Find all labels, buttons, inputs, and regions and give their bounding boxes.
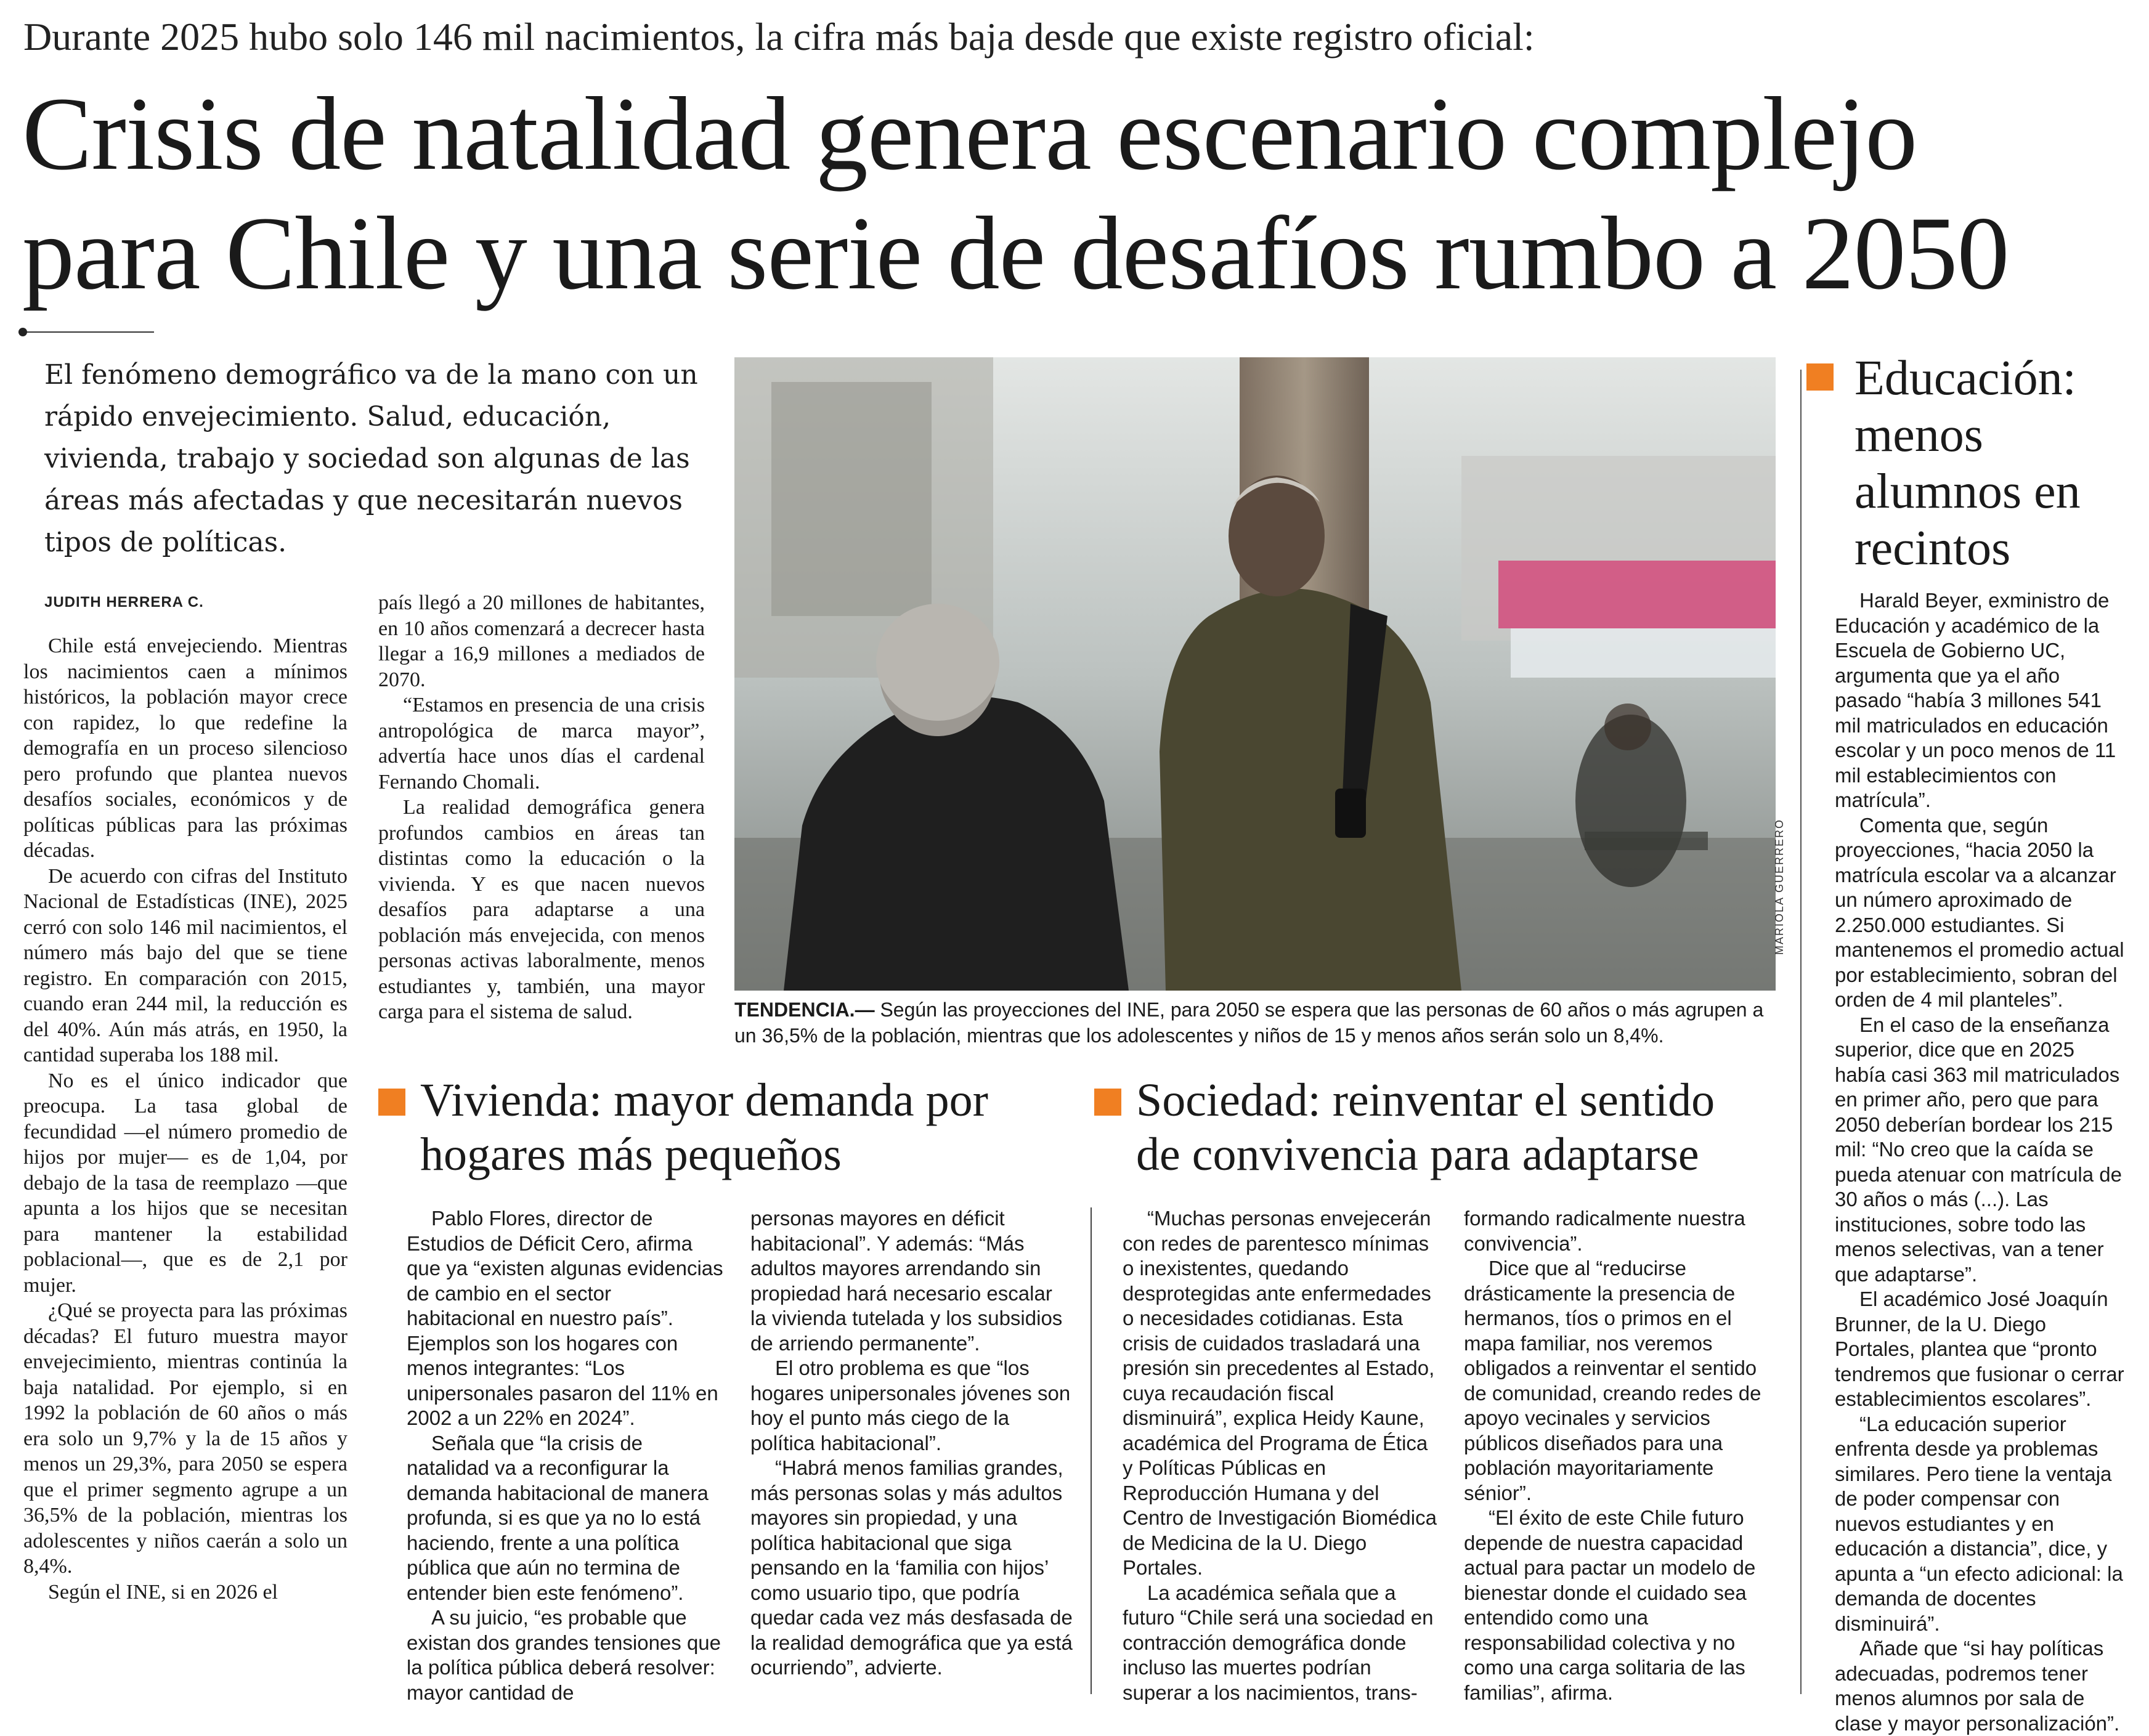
educacion-paragraph: Harald Beyer, exministro de Educación y académico de la Escuela de Gobierno UC, argumenta que ya el año pasado “había 3 millones 541 mil matriculados en educación escolar y un poco menos de 11 mil establecimientos con matrícula”. [1835,589,2116,811]
photo-elderly-couple [734,357,1776,991]
educacion-column [1835,588,2124,1736]
vivienda-title-line-1: Vivienda: mayor demanda por [420,1074,988,1126]
byline: JUDITH HERRERA C. [44,594,204,610]
orange-square-icon [1806,363,1834,391]
photo-illustration [734,357,1776,991]
educacion-title-line: alumnos en [1854,464,2081,519]
vivienda-heading [378,1073,1087,1182]
caption-label: TENDENCIA.— [734,999,875,1021]
educacion-paragraph: Añade que “si hay políticas adecuadas, podremos tener menos alumnos por sala de clase y mayor personalización”. [1835,1637,2120,1735]
article-column-1 [23,633,347,1605]
article-paragraph: ¿Qué se proyecta para las próximas décadas? El futuro muestra mayor envejecimiento, mientras continúa la baja natalidad. Por ejemplo, si en 1992 la población de 60 años o más era solo un 9,7% y la de 15 años y menos un 29,3%, para 2050 se espera que el primer segmento agrupe a un 36,5% de la población, mientras los adolescentes y niños caerán a solo un 8,4%. [23,1299,347,1578]
section-rule [18,331,154,333]
sociedad-paragraph: formando radicalmente nuestra convivencia”. [1464,1207,1745,1255]
kicker: Durante 2025 hubo solo 146 mil nacimientos, la cifra más baja desde que existe registro oficial: [23,15,1535,59]
vivienda-title-line-2: hogares más pequeños [420,1129,842,1180]
photo-caption [734,997,1788,1048]
headline-line-2: para Chile y una serie de desafíos rumbo a 2050 [22,195,2009,311]
article-paragraph: De acuerdo con cifras del Instituto Nacional de Estadísticas (INE), 2025 cerró con solo 146 mil nacimientos, el número más bajo del que se tiene registro. En comparación con 2015, cuando eran 244 mil, la reducción es del 40%. Aún más atrás, en 1950, la cantidad superaba los 188 mil. [23,864,347,1066]
headline-line-1: Crisis de natalidad genera escenario complejo [22,76,1917,192]
sociedad-title-line-1: Sociedad: reinventar el sentido [1136,1074,1715,1126]
article-paragraph: país llegó a 20 millones de habitantes, en 10 años comenzará a decrecer hasta llegar a 16,9 millones a mediados de 2070. [378,591,705,691]
educacion-paragraph: “La educación superior enfrenta desde ya problemas similares. Pero tiene la ventaja de poder compensar con nuevos estudiantes y en educación a distancia”, dice, y apunta a “un efecto adicional: la demanda de docentes disminuirá”. [1835,1412,2123,1635]
sociedad-column-1 [1123,1206,1439,1705]
article-paragraph: “Estamos en presencia de una crisis antropológica de marca mayor”, advertía hace unos días el cardenal Fernando Chomali. [378,694,705,793]
headline [22,74,2135,313]
sociedad-title-line-2: de convivencia para adaptarse [1136,1129,1699,1180]
educacion-heading [1806,350,2127,577]
vivienda-paragraph: personas mayores en déficit habitacional”. Y además: “Más adultos mayores arrendando sin propiedad hará necesario escalar la vivienda tutelada y los subsidios de arriendo permanente”. [750,1207,1063,1355]
educacion-title-line: recintos [1854,521,2011,575]
orange-square-icon [378,1089,405,1116]
sociedad-heading [1094,1073,1797,1182]
caption-text: Según las proyecciones del INE, para 2050 se espera que las personas de 60 años o más agrupen a un 36,5% de la población, mientras que los adolescentes y niños de 15 y menos años serán solo un 8,4%. [734,999,1764,1047]
vivienda-paragraph: El otro problema es que “los hogares unipersonales jóvenes son hoy el punto más ciego de la política habitacional”. [750,1357,1071,1454]
educacion-paragraph: En el caso de la enseñanza superior, dice que en 2025 había casi 363 mil matriculados en primer año, pero que para 2050 deberían bordear los 215 mil: “No creo que la caída se pueda atenuar con matrícula de 30 años o más (...). Las instituciones, sobre todo las menos selectivas, van a tener que adaptarse”. [1835,1013,2122,1286]
sociedad-paragraph: “El éxito de este Chile futuro depende de nuestra capacidad actual para pactar un modelo de bienestar donde el cuidado sea entendido como una responsabilidad colectiva y no como una carga solitaria de las familias”, afirma. [1464,1506,1756,1704]
educacion-paragraph: Comenta que, según proyecciones, “hacia 2050 la matrícula escolar va a alcanzar un número aproximado de 2.250.000 estudiantes. Si mantenemos el promedio actual por establecimiento, sobran del orden de 4 mil planteles”. [1835,813,2124,1011]
sociedad-paragraph: “Muchas personas envejecerán con redes de parentesco mínimas o inexistentes, quedando desprotegidas ante enfermedades o necesidades cotidianas. Esta crisis de cuidados trasladará una presión sin precedentes al Estado, cuya recaudación fiscal disminuirá”, explica Heidy Kaune, académica del Programa de Ética y Políticas Públicas en Reproducción Humana y del Centro de Investigación Biomédica de Medicina de la U. Diego Portales. [1123,1207,1437,1579]
vivienda-paragraph: A su juicio, “es probable que existan dos grandes tensiones que la política pública deberá resolver: mayor cantidad de [407,1606,721,1704]
vivienda-paragraph: Pablo Flores, director de Estudios de Déficit Cero, afirma que ya “existen algunas evidencias de cambio en el sector habitacional en nuestro país”. Ejemplos son los hogares con menos integrantes: “Los unipersonales pasaron del 11% en 2002 a un 22% en 2024”. [407,1207,723,1429]
educacion-title-line: menos [1854,408,1983,462]
orange-square-icon [1094,1089,1121,1116]
vivienda-column-1 [407,1206,725,1705]
educacion-title-line: Educación: [1854,351,2076,405]
article-paragraph: No es el único indicador que preocupa. La tasa global de fecundidad —el número promedio de hijos por mujer— es de 1,04, por debajo de la tasa de reemplazo —que apunta a los hijos que se necesitan para mantener la estabilidad poblacional—, que es de 2,1 por mujer. [23,1069,347,1297]
vivienda-paragraph: Señala que “la crisis de natalidad va a reconfigurar la demanda habitacional de manera profunda, si es que ya no lo está haciendo, frente a una política pública que aún no termina de entender bien este fenómeno”. [407,1431,709,1604]
article-paragraph: Según el INE, si en 2026 el [48,1580,278,1604]
column-divider [1091,1207,1092,1694]
lead-paragraph: El fenómeno demográfico va de la mano con un rápido envejecimiento. Salud, educación, vivienda, trabajo y sociedad son algunas de las áreas más afectadas y que necesitarán nuevos tipos de políticas. [44,359,698,558]
photo-credit: MARIOLA GUERRERO [1773,818,1785,955]
article-column-2 [378,590,705,1025]
article-paragraph: Chile está envejeciendo. Mientras los nacimientos caen a mínimos históricos, la población mayor crece con rapidez, lo que redefine la demografía en un proceso silencioso pero profundo que plantea nuevos desafíos sociales, económicos y de políticas públicas para las próximas décadas. [23,635,347,862]
sociedad-paragraph: Dice que al “reducirse drásticamente la presencia de hermanos, tíos o primos en el mapa familiar, nos veremos obligados a reinventar el sentido de comunidad, creando redes de apoyo vecinales y servicios públicos diseñados para una población mayoritariamente sénior”. [1464,1257,1761,1504]
sociedad-column-2 [1464,1206,1784,1705]
vivienda-column-2 [750,1206,1073,1681]
vivienda-paragraph: “Habrá menos familias grandes, más personas solas y más adultos mayores sin propiedad, y una política habitacional que siga pensando en la ‘familia con hijos’ como usuario tipo, que podría quedar cada vez más desfasada de la realidad demográfica que ya está ocurriendo”, advierte. [750,1456,1073,1679]
column-divider [1800,370,1802,1694]
educacion-paragraph: El académico José Joaquín Brunner, de la U. Diego Portales, plantea que “pronto tendremos que fusionar o cerrar establecimientos escolares”. [1835,1288,2124,1410]
article-paragraph: La realidad demográfica genera profundos cambios en áreas tan distintas como la educación o la vivienda. Y es que nacen nuevos desafíos para adaptarse a una población más envejecida, con menos personas activas laboralmente, menos estudiantes y, también, una mayor carga para el sistema de salud. [378,796,705,1023]
sociedad-paragraph: La académica señala que a futuro “Chile será una sociedad en contracción demográfica donde incluso las muertes podrían superar a los nacimientos, trans- [1123,1581,1434,1704]
